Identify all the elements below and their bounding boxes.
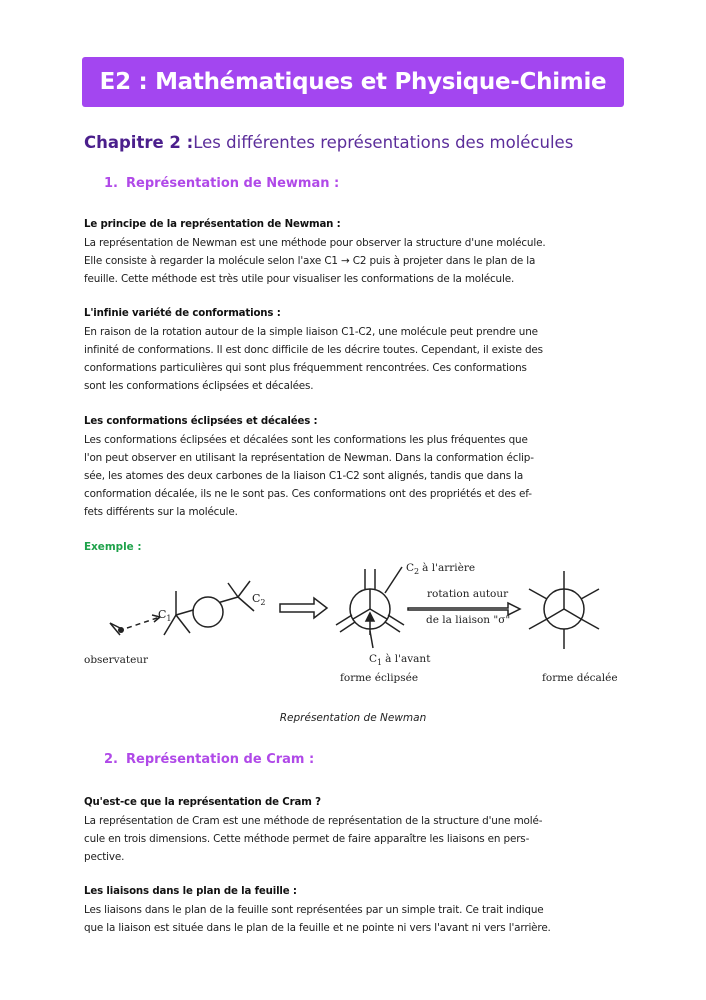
title-banner (82, 57, 624, 107)
c1-avant-label: $C_1$ à l'avant (369, 653, 431, 667)
hollow-arrow (280, 598, 327, 618)
observer-eye-icon (110, 623, 124, 635)
newman-figure (80, 553, 640, 693)
text-line: Les liaisons dans le plan de la feuille sont représentées par un simple trait. Ce trait indique (84, 904, 544, 916)
figure-caption: Représentation de Newman (279, 712, 427, 724)
c2-label: $C_2$ (252, 592, 266, 607)
section-1-title: Représentation de Newman : (126, 176, 340, 191)
text-line: Les conformations éclipsées et décalées sont les conformations les plus fréquentes que (84, 434, 528, 446)
decalee-label: forme décalée (542, 672, 618, 684)
block-newman-principle (84, 216, 624, 288)
eclipsee-label: forme éclipsée (340, 672, 419, 684)
text-line: La représentation de Cram est une méthode de représentation de la structure d'une molé- (84, 815, 543, 827)
rotation-label-2: de la liaison "σ" (426, 614, 511, 626)
rotation-label-1: rotation autour (427, 588, 509, 600)
section-1-number: 1. (104, 176, 118, 191)
section-2-number: 2. (104, 752, 118, 767)
text-line: La représentation de Newman est une méthode pour observer la structure d'une molécule. (84, 237, 546, 249)
page-title: E2 : Mathématiques et Physique-Chimie (99, 69, 607, 95)
block-heading: Qu'est-ce que la représentation de Cram ? (84, 797, 321, 808)
text-line: fets différents sur la molécule. (84, 506, 238, 518)
section-2-heading (104, 752, 314, 767)
text-line: l'on peut observer en utilisant la représentation de Newman. Dans la conformation éclip- (84, 452, 534, 464)
block-eclipsed-staggered (84, 413, 624, 521)
text-line: que la liaison est située dans le plan de la feuille et ne pointe ni vers l'avant ni vers l'arrière. (84, 922, 551, 934)
sawhorse-molecule (164, 581, 254, 635)
observateur-label: observateur (84, 654, 149, 666)
text-line: sont les conformations éclipsées et décalées. (84, 380, 314, 392)
block-heading: L'infinie variété de conformations : (84, 308, 281, 319)
text-line: conformation décalée, ils ne le sont pas. Ces conformations ont des propriétés et des ef- (84, 488, 532, 500)
chapter-prefix: Chapitre 2 : (84, 133, 194, 152)
c2-arriere-label: $C_2$ à l'arrière (406, 562, 476, 576)
text-line: infinité de conformations. Il est donc difficile de les décrire toutes. Cependant, il existe des (84, 344, 543, 356)
block-conformations-variety (84, 305, 624, 395)
c1-label: $C_1$ (158, 608, 172, 623)
section-1-heading (104, 176, 339, 191)
block-heading: Les liaisons dans le plan de la feuille : (84, 886, 297, 897)
view-axis-line (127, 617, 160, 628)
block-plane-bonds (84, 883, 624, 937)
block-cram-definition (84, 794, 624, 866)
text-line: conformations particulières qui sont plus fréquemment rencontrées. Ces conformations (84, 362, 527, 374)
text-line: feuille. Cette méthode est très utile pour visualiser les conformations de la molécule. (84, 273, 515, 285)
text-line: cule en trois dimensions. Cette méthode permet de faire apparaître les liaisons en pers- (84, 833, 530, 845)
text-line: pective. (84, 851, 125, 863)
example-label: Exemple : (84, 541, 142, 553)
block-heading: Les conformations éclipsées et décalées : (84, 416, 318, 427)
chapter-title: Les différentes représentations des molécules (193, 133, 574, 152)
section-2-title: Représentation de Cram : (126, 752, 315, 767)
text-line: sée, les atomes des deux carbones de la liaison C1-C2 sont alignés, tandis que dans la (84, 470, 524, 482)
text-line: En raison de la rotation autour de la simple liaison C1-C2, une molécule peut prendre une (84, 326, 538, 338)
eclipsed-newman-projection (336, 567, 404, 648)
block-heading: Le principe de la représentation de Newman : (84, 219, 341, 230)
chapter-heading (84, 133, 573, 152)
text-line: Elle consiste à regarder la molécule selon l'axe C1 → C2 puis à projeter dans le plan de la (84, 255, 536, 267)
staggered-newman-projection (529, 571, 599, 649)
